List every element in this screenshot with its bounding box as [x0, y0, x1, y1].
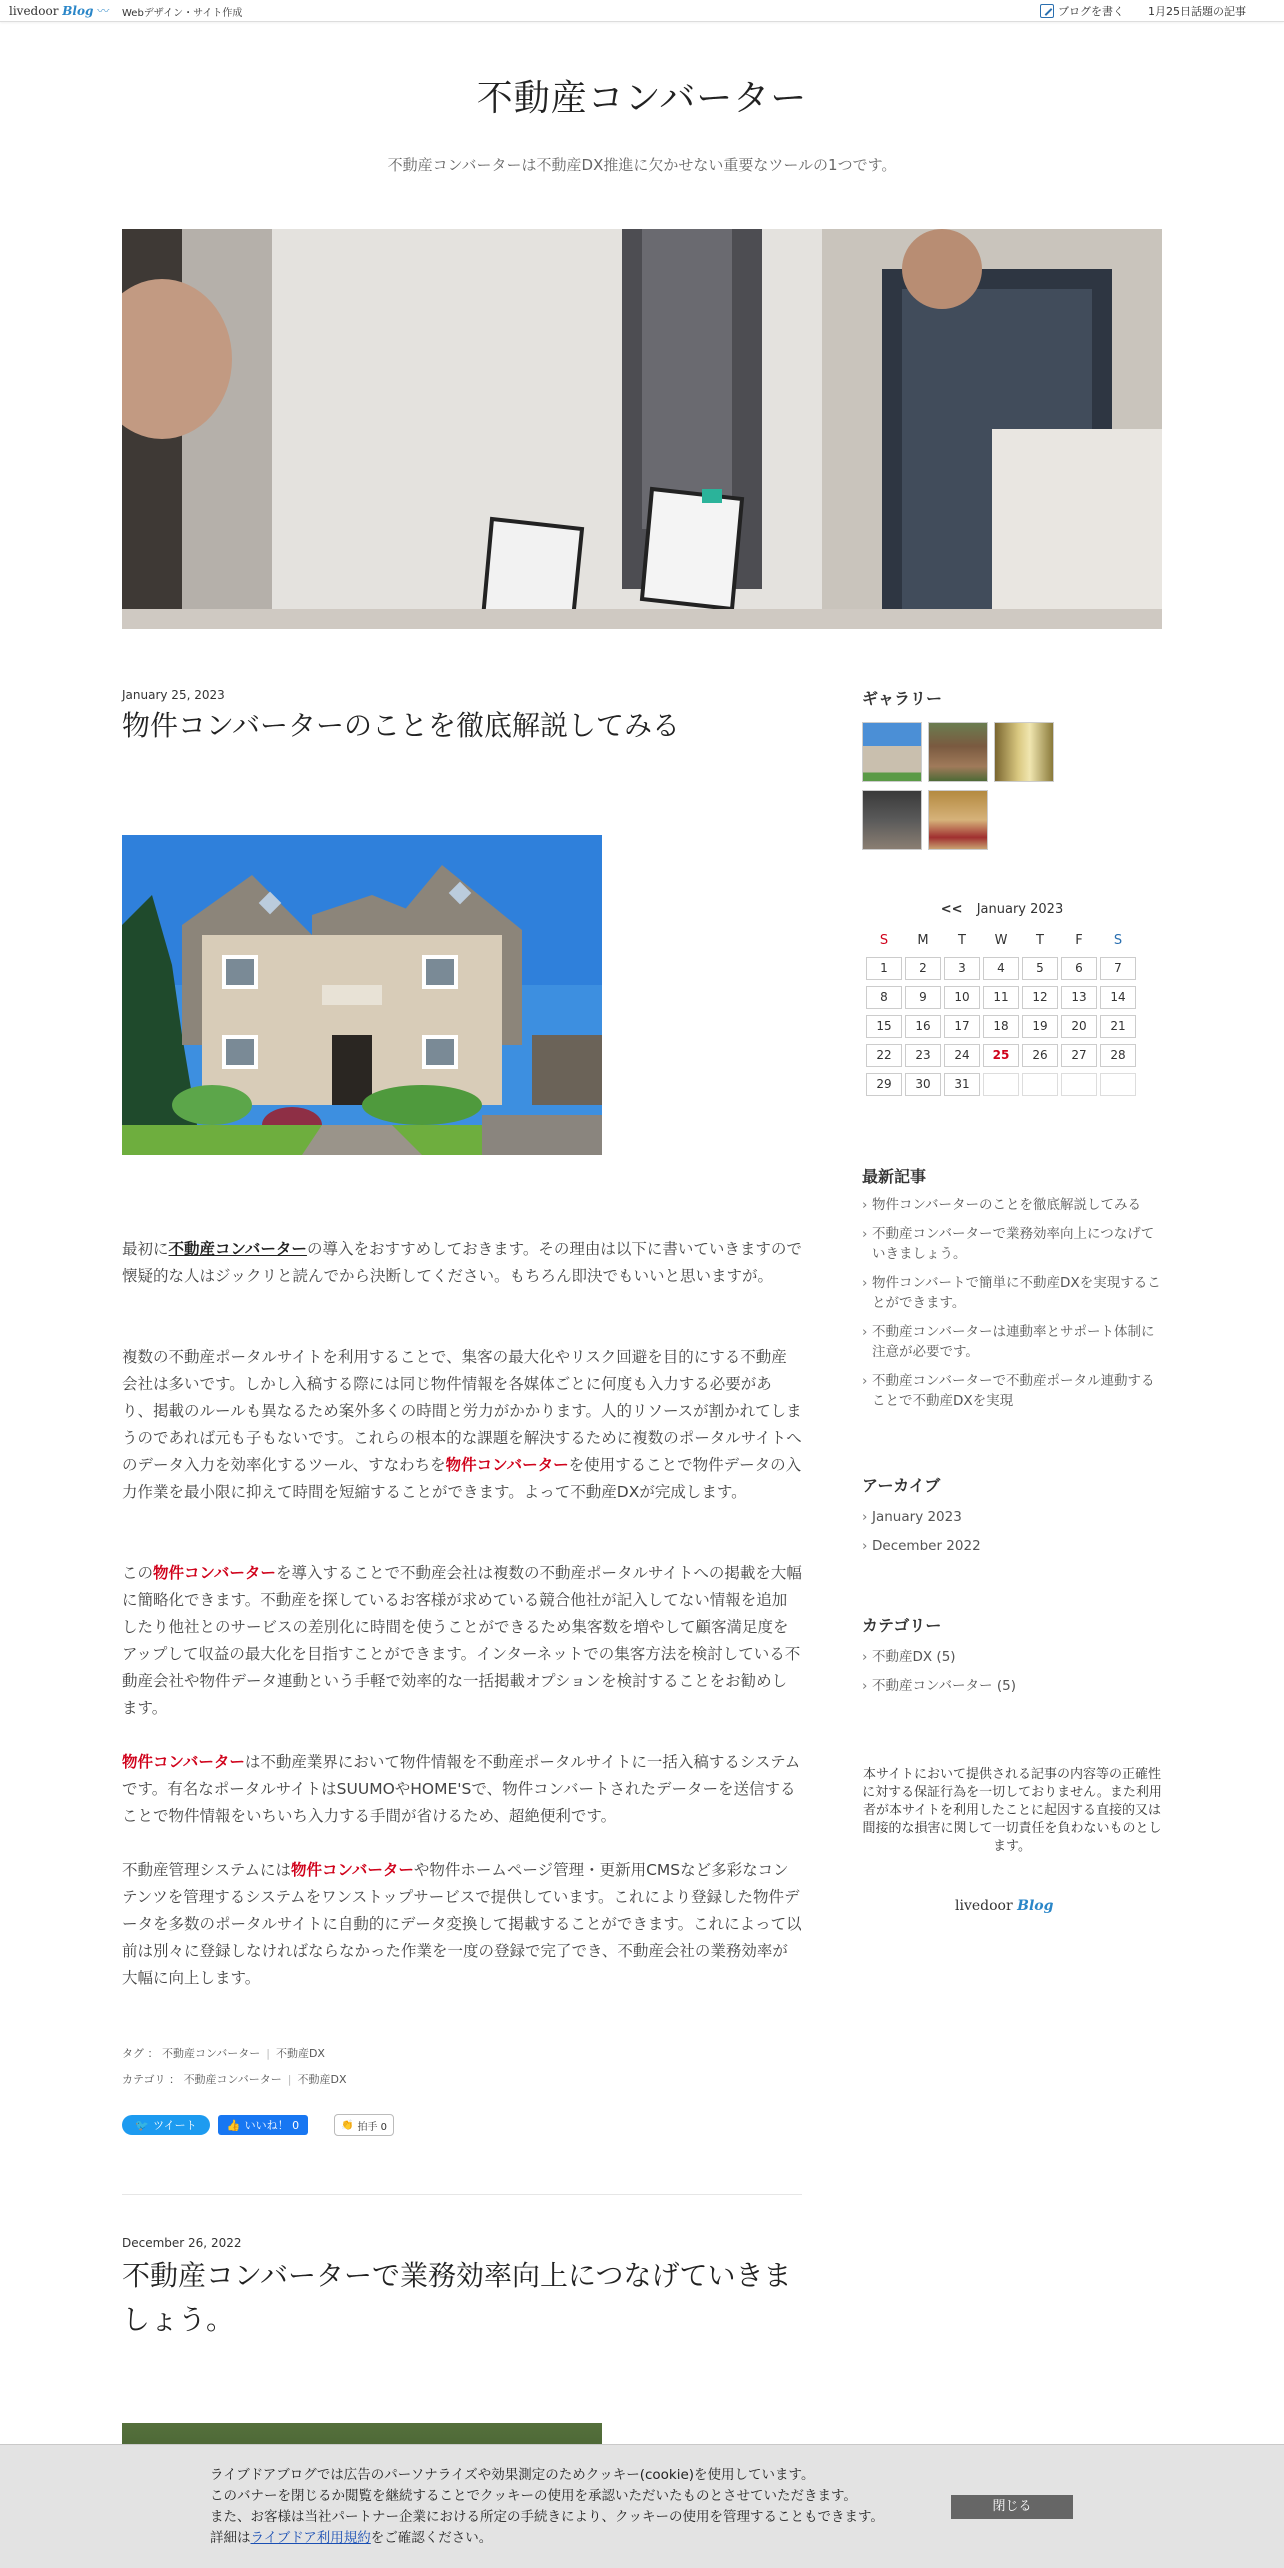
site-title[interactable]: 不動産コンバーター	[476, 78, 808, 119]
post-date: January 25, 2023	[122, 688, 225, 702]
category-label: カテゴリ ：	[122, 2073, 181, 2086]
category-link[interactable]: 不動産コンバーター	[183, 2073, 282, 2086]
calendar-day: 7	[1100, 957, 1136, 980]
archive-heading: アーカイブ	[862, 1476, 941, 1495]
blog-category-link[interactable]: Webデザイン・サイト作成	[122, 8, 243, 19]
calendar-day: 19	[1022, 1015, 1058, 1038]
gallery-thumb[interactable]	[928, 790, 988, 850]
cookie-line: このバナーを閉じるか閲覧を継続することでクッキーの使用を承認いただいたものとさせていただきます。	[210, 2488, 857, 2504]
recent-post-link[interactable]: › 不動産コンバーターは連動率とサポート体制に注意が必要です。	[862, 1322, 1162, 1362]
tags-label: タグ ：	[122, 2047, 159, 2060]
post-paragraph-2: 複数の不動産ポータルサイトを利用することで、集客の最大化やリスク回避を目的にする不動産会社は多いです。しかし入稿する際には同じ物件情報を各媒体ごとに何度も入力する必要があり、掲載のルールも異なるため案外多くの時間と労力がかかります。人的リソースが割かれてしまうのであれば元も子もないです。これらの根本的な課題を解決するために複数のポータルサイトへのデータ入力を効率化するツール、すなわちを物件コンバーターを使用することで物件データの入力作業を最小限に抑えて時間を短縮することができます。よって不動産DXが完成します。	[122, 1348, 802, 1501]
post-tags: タグ ： 不動産コンバーター | 不動産DX	[122, 2047, 325, 2060]
gallery-heading: ギャラリー	[862, 689, 943, 708]
livedoor-blog-logo[interactable]	[9, 2, 109, 19]
clap-icon: 👏	[341, 2119, 354, 2131]
logo-blog-text: Blog	[62, 4, 94, 18]
recent-post-link[interactable]: › 物件コンバートで簡単に不動産DXを実現することができます。	[862, 1273, 1162, 1313]
calendar-day: 28	[1100, 1044, 1136, 1067]
write-blog-label: ブログを書く	[1058, 5, 1124, 18]
recent-post-link[interactable]: › 不動産コンバーターで不動産ポータル連動することで不動産DXを実現	[862, 1371, 1162, 1411]
terms-link[interactable]: ライブドア利用規約	[250, 2530, 371, 2546]
keyword-highlight: 物件コンバーター	[153, 1564, 276, 1582]
calendar-weekday: M	[917, 933, 929, 948]
cookie-line: ライブドアブログでは広告のパーソナライズや効果測定のためクッキー(cookie)を使用しています。	[210, 2467, 815, 2483]
calendar-day: 21	[1100, 1015, 1136, 1038]
calendar-header	[862, 902, 1142, 917]
disclaimer: 本サイトにおいて提供される記事の内容等の正確性に対する保証行為を一切しておりません。また利用者が本サイトを利用したことに起因する直接的又は間接的な損害に関して一切責任を負わないものとします。	[862, 1767, 1162, 1854]
topics-link[interactable]	[1148, 3, 1246, 19]
calendar-weekday: S	[1113, 933, 1123, 948]
calendar-day: 11	[983, 986, 1019, 1009]
tag-link[interactable]: 不動産コンバーター	[162, 2047, 261, 2060]
calendar-day: 16	[905, 1015, 941, 1038]
calendar-empty-cell	[1100, 1073, 1136, 1096]
calendar-day: 26	[1022, 1044, 1058, 1067]
cookie-line: また、お客様は当社パートナー企業における所定の手続きにより、クッキーの使用を管理することもできます。	[210, 2509, 884, 2525]
calendar-empty-cell	[1061, 1073, 1097, 1096]
calendar-month: January 2023	[976, 902, 1064, 917]
archive-link[interactable]: › January 2023	[862, 1507, 1162, 1527]
gallery-thumb[interactable]	[862, 722, 922, 782]
post-paragraph-4: 物件コンバーターは不動産業界において物件情報を不動産ポータルサイトに一括入稿するシステムです。有名なポータルサイトはSUUMOやHOME'Sで、物件コンバートされたデーターを送信することで物件情報をいちいち入力する手間が省けるため、超絶便利です。	[122, 1753, 801, 1825]
calendar-day: 10	[944, 986, 980, 1009]
thumbs-up-icon: 👍	[226, 2118, 241, 2132]
clap-label: 拍手 0	[357, 2121, 387, 2133]
post-paragraph-3: この物件コンバーターを導入することで不動産会社は複数の不動産ポータルサイトへの掲載を大幅に簡略化できます。不動産を探しているお客様が求めている競合他社が記入してない情報を追加したり他社とのサービスの差別化に時間を使うことができるため集客数を増やして顧客満足度をアップして収益の最大化を目指すことができます。インターネットでの集客方法を検討している不動産会社や物件データ連動という手軽で効率的な一括掲載オプションを検討することをお勧めします。	[122, 1564, 802, 1717]
gallery-thumb[interactable]	[862, 790, 922, 850]
calendar-day: 18	[983, 1015, 1019, 1038]
cookie-banner	[0, 2444, 1284, 2568]
social-buttons	[122, 2114, 394, 2136]
post-date: December 26, 2022	[122, 2236, 242, 2250]
calendar-weekday: F	[1075, 933, 1083, 948]
calendar-day: 5	[1022, 957, 1058, 980]
calendar-day: 23	[905, 1044, 941, 1067]
calendar-day: 12	[1022, 986, 1058, 1009]
keyword-link[interactable]: 不動産コンバーター	[168, 1240, 307, 1258]
calendar-day: 17	[944, 1015, 980, 1038]
calendar-day: 29	[866, 1073, 902, 1096]
tweet-label: ツイート	[153, 2119, 197, 2132]
tweet-button[interactable]	[122, 2115, 210, 2135]
calendar-day: 1	[866, 957, 902, 980]
cookie-line: 詳細はライブドア利用規約をご確認ください。	[210, 2530, 493, 2546]
recent-posts-list	[862, 1195, 1162, 1420]
calendar-day: 4	[983, 957, 1019, 980]
recent-posts-heading: 最新記事	[862, 1167, 927, 1186]
post-divider	[122, 2194, 802, 2195]
gallery-thumb[interactable]	[994, 722, 1054, 782]
category-heading: カテゴリー	[862, 1616, 942, 1635]
recent-post-link[interactable]: › 物件コンバーターのことを徹底解説してみる	[862, 1195, 1162, 1215]
category-link[interactable]: › 不動産コンバーター (5)	[862, 1676, 1162, 1696]
logo-text: livedoor	[9, 4, 59, 18]
category-link[interactable]: › 不動産DX (5)	[862, 1647, 1162, 1667]
calendar-grid	[862, 933, 1142, 1096]
livedoor-blog-footer-logo[interactable]	[955, 1898, 1053, 1914]
post-categories: カテゴリ ： 不動産コンバーター | 不動産DX	[122, 2073, 347, 2086]
clap-button[interactable]	[334, 2114, 394, 2136]
calendar-day: 3	[944, 957, 980, 980]
calendar-day: 24	[944, 1044, 980, 1067]
calendar-day: 9	[905, 986, 941, 1009]
site-description: 不動産コンバーターは不動産DX推進に欠かせない重要なツールの1つです。	[387, 156, 897, 174]
archive-link[interactable]: › December 2022	[862, 1536, 1162, 1556]
archive-list	[862, 1507, 1162, 1565]
cookie-text	[210, 2465, 884, 2549]
keyword-highlight: 物件コンバーター	[290, 1861, 414, 1879]
calendar-day[interactable]: 25	[983, 1044, 1019, 1067]
calendar-day: 20	[1061, 1015, 1097, 1038]
logo-blog-text: Blog	[1017, 1898, 1054, 1914]
calendar-empty-cell	[983, 1073, 1019, 1096]
swoosh-icon: 〰	[97, 4, 110, 18]
gallery-thumb[interactable]	[928, 722, 988, 782]
calendar-day: 2	[905, 957, 941, 980]
calendar-day: 27	[1061, 1044, 1097, 1067]
recent-post-link[interactable]: › 不動産コンバーターで業務効率向上につなげていきましょう。	[862, 1224, 1162, 1264]
post-paragraph-1: 最初に不動産コンバーターの導入をおすすめしておきます。その理由は以下に書いていきますので懐疑的な人はジックリと読んでから決断してください。もちろん即決でもいいと思いますが。	[122, 1240, 802, 1285]
calendar-empty-cell	[1022, 1073, 1058, 1096]
calendar-day: 8	[866, 986, 902, 1009]
tag-link[interactable]: 不動産DX	[275, 2047, 325, 2060]
calendar	[862, 902, 1142, 1096]
pen-icon	[1040, 4, 1054, 18]
calendar-day: 15	[866, 1015, 902, 1038]
calendar-weekday: T	[958, 933, 966, 948]
category-link[interactable]: 不動産DX	[297, 2073, 347, 2086]
calendar-day: 22	[866, 1044, 902, 1067]
keyword-highlight: 物件コンバーター	[122, 1753, 245, 1771]
calendar-day: 6	[1061, 957, 1097, 980]
hero-image	[122, 229, 1162, 629]
post-paragraph-5: 不動産管理システムには物件コンバーターや物件ホームページ管理・更新用CMSなど多彩なコンテンツを管理するシステムをワンストップサービスで提供しています。これにより登録した物件データを多数のポータルサイトに自動的にデータ変換して掲載することができます。これによって以前は別々に登録しなければならなかった作業を一度の登録で完了でき、不動産会社の業務効率が大幅に向上します。	[122, 1861, 802, 1987]
calendar-day: 31	[944, 1073, 980, 1096]
calendar-day: 14	[1100, 986, 1136, 1009]
topics-label: 1月25日話題の記事	[1148, 5, 1246, 18]
keyword-highlight: 物件コンバーター	[445, 1456, 569, 1474]
like-label: いいね！ 0	[244, 2119, 300, 2132]
twitter-bird-icon: 🐦	[135, 2118, 150, 2132]
calendar-weekday: T	[1036, 933, 1044, 948]
category-list	[862, 1647, 1162, 1705]
calendar-day: 30	[905, 1073, 941, 1096]
post-house-image	[122, 835, 602, 1155]
calendar-weekday: W	[994, 933, 1008, 948]
write-blog-link[interactable]	[1040, 3, 1124, 19]
calendar-day: 13	[1061, 986, 1097, 1009]
logo-text: livedoor	[955, 1898, 1013, 1914]
calendar-weekday: S	[879, 933, 889, 948]
cookie-close-button[interactable]: 閉じる	[951, 2495, 1073, 2519]
calendar-prev-link[interactable]: <<	[940, 902, 963, 917]
facebook-like-button[interactable]	[218, 2115, 308, 2135]
top-bar	[0, 0, 1284, 22]
post-title[interactable]: 物件コンバーターのことを徹底解説してみる	[122, 709, 681, 742]
post-title[interactable]: 不動産コンバーターで業務効率向上につなげていきましょう。	[122, 2259, 792, 2336]
